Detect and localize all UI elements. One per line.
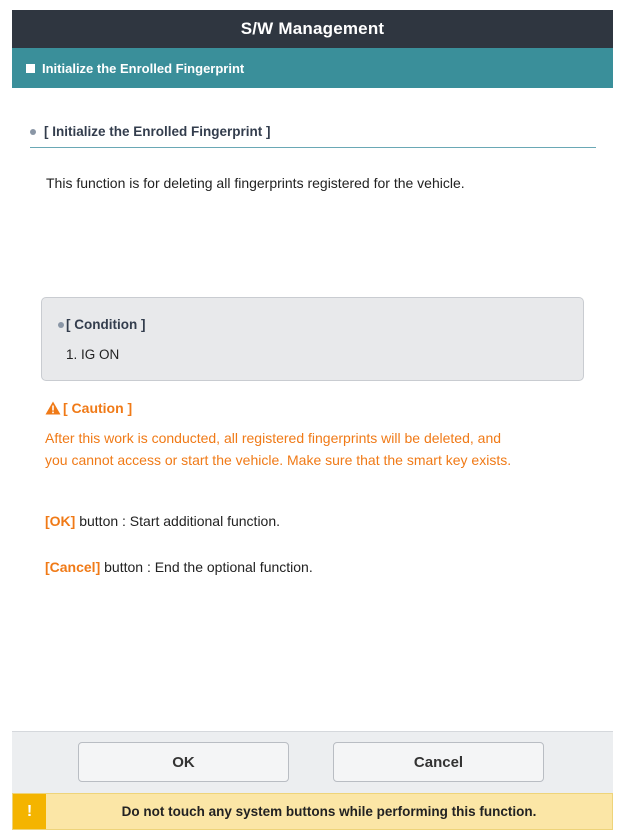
caution-line: After this work is conducted, all registered fingerprints will be deleted, and (45, 430, 502, 446)
caution-title-label: [ Caution ] (63, 400, 133, 416)
notice-bar (12, 793, 613, 830)
window-title: S/W Management (12, 10, 613, 48)
condition-item: 1. IG ON (66, 347, 120, 362)
bullet-dot-icon (58, 322, 64, 328)
condition-title (58, 317, 145, 332)
ok-tag: [OK] (45, 513, 76, 529)
exclamation-icon: ! (13, 794, 46, 829)
function-description: This function is for deleting all fingerprints registered for the vehicle. (46, 175, 465, 191)
square-bullet-icon (26, 64, 35, 73)
button-bar (12, 731, 613, 794)
notice-text: Do not touch any system buttons while performing this function. (121, 804, 537, 819)
condition-title-label: [ Condition ] (66, 317, 146, 332)
section-heading (30, 124, 596, 148)
caution-line: you cannot access or start the vehicle. Make sure that the smart key exists. (45, 452, 512, 468)
cancel-tag: [Cancel] (45, 559, 101, 575)
warning-triangle-icon (45, 401, 61, 415)
caution-title (45, 400, 132, 416)
condition-box (41, 297, 584, 381)
cancel-button[interactable]: Cancel (333, 742, 544, 782)
cancel-instruction (45, 559, 313, 575)
subheader (12, 48, 613, 88)
ok-instruction-text: button : Start additional function. (75, 513, 281, 529)
ok-button[interactable]: OK (78, 742, 289, 782)
section-heading-label: [ Initialize the Enrolled Fingerprint ] (44, 124, 271, 139)
ok-instruction (45, 513, 280, 529)
sw-management-window (12, 10, 613, 830)
caution-text (45, 427, 605, 471)
bullet-dot-icon (30, 129, 36, 135)
cancel-instruction-text: button : End the optional function. (100, 559, 313, 575)
subheader-label: Initialize the Enrolled Fingerprint (42, 60, 245, 76)
